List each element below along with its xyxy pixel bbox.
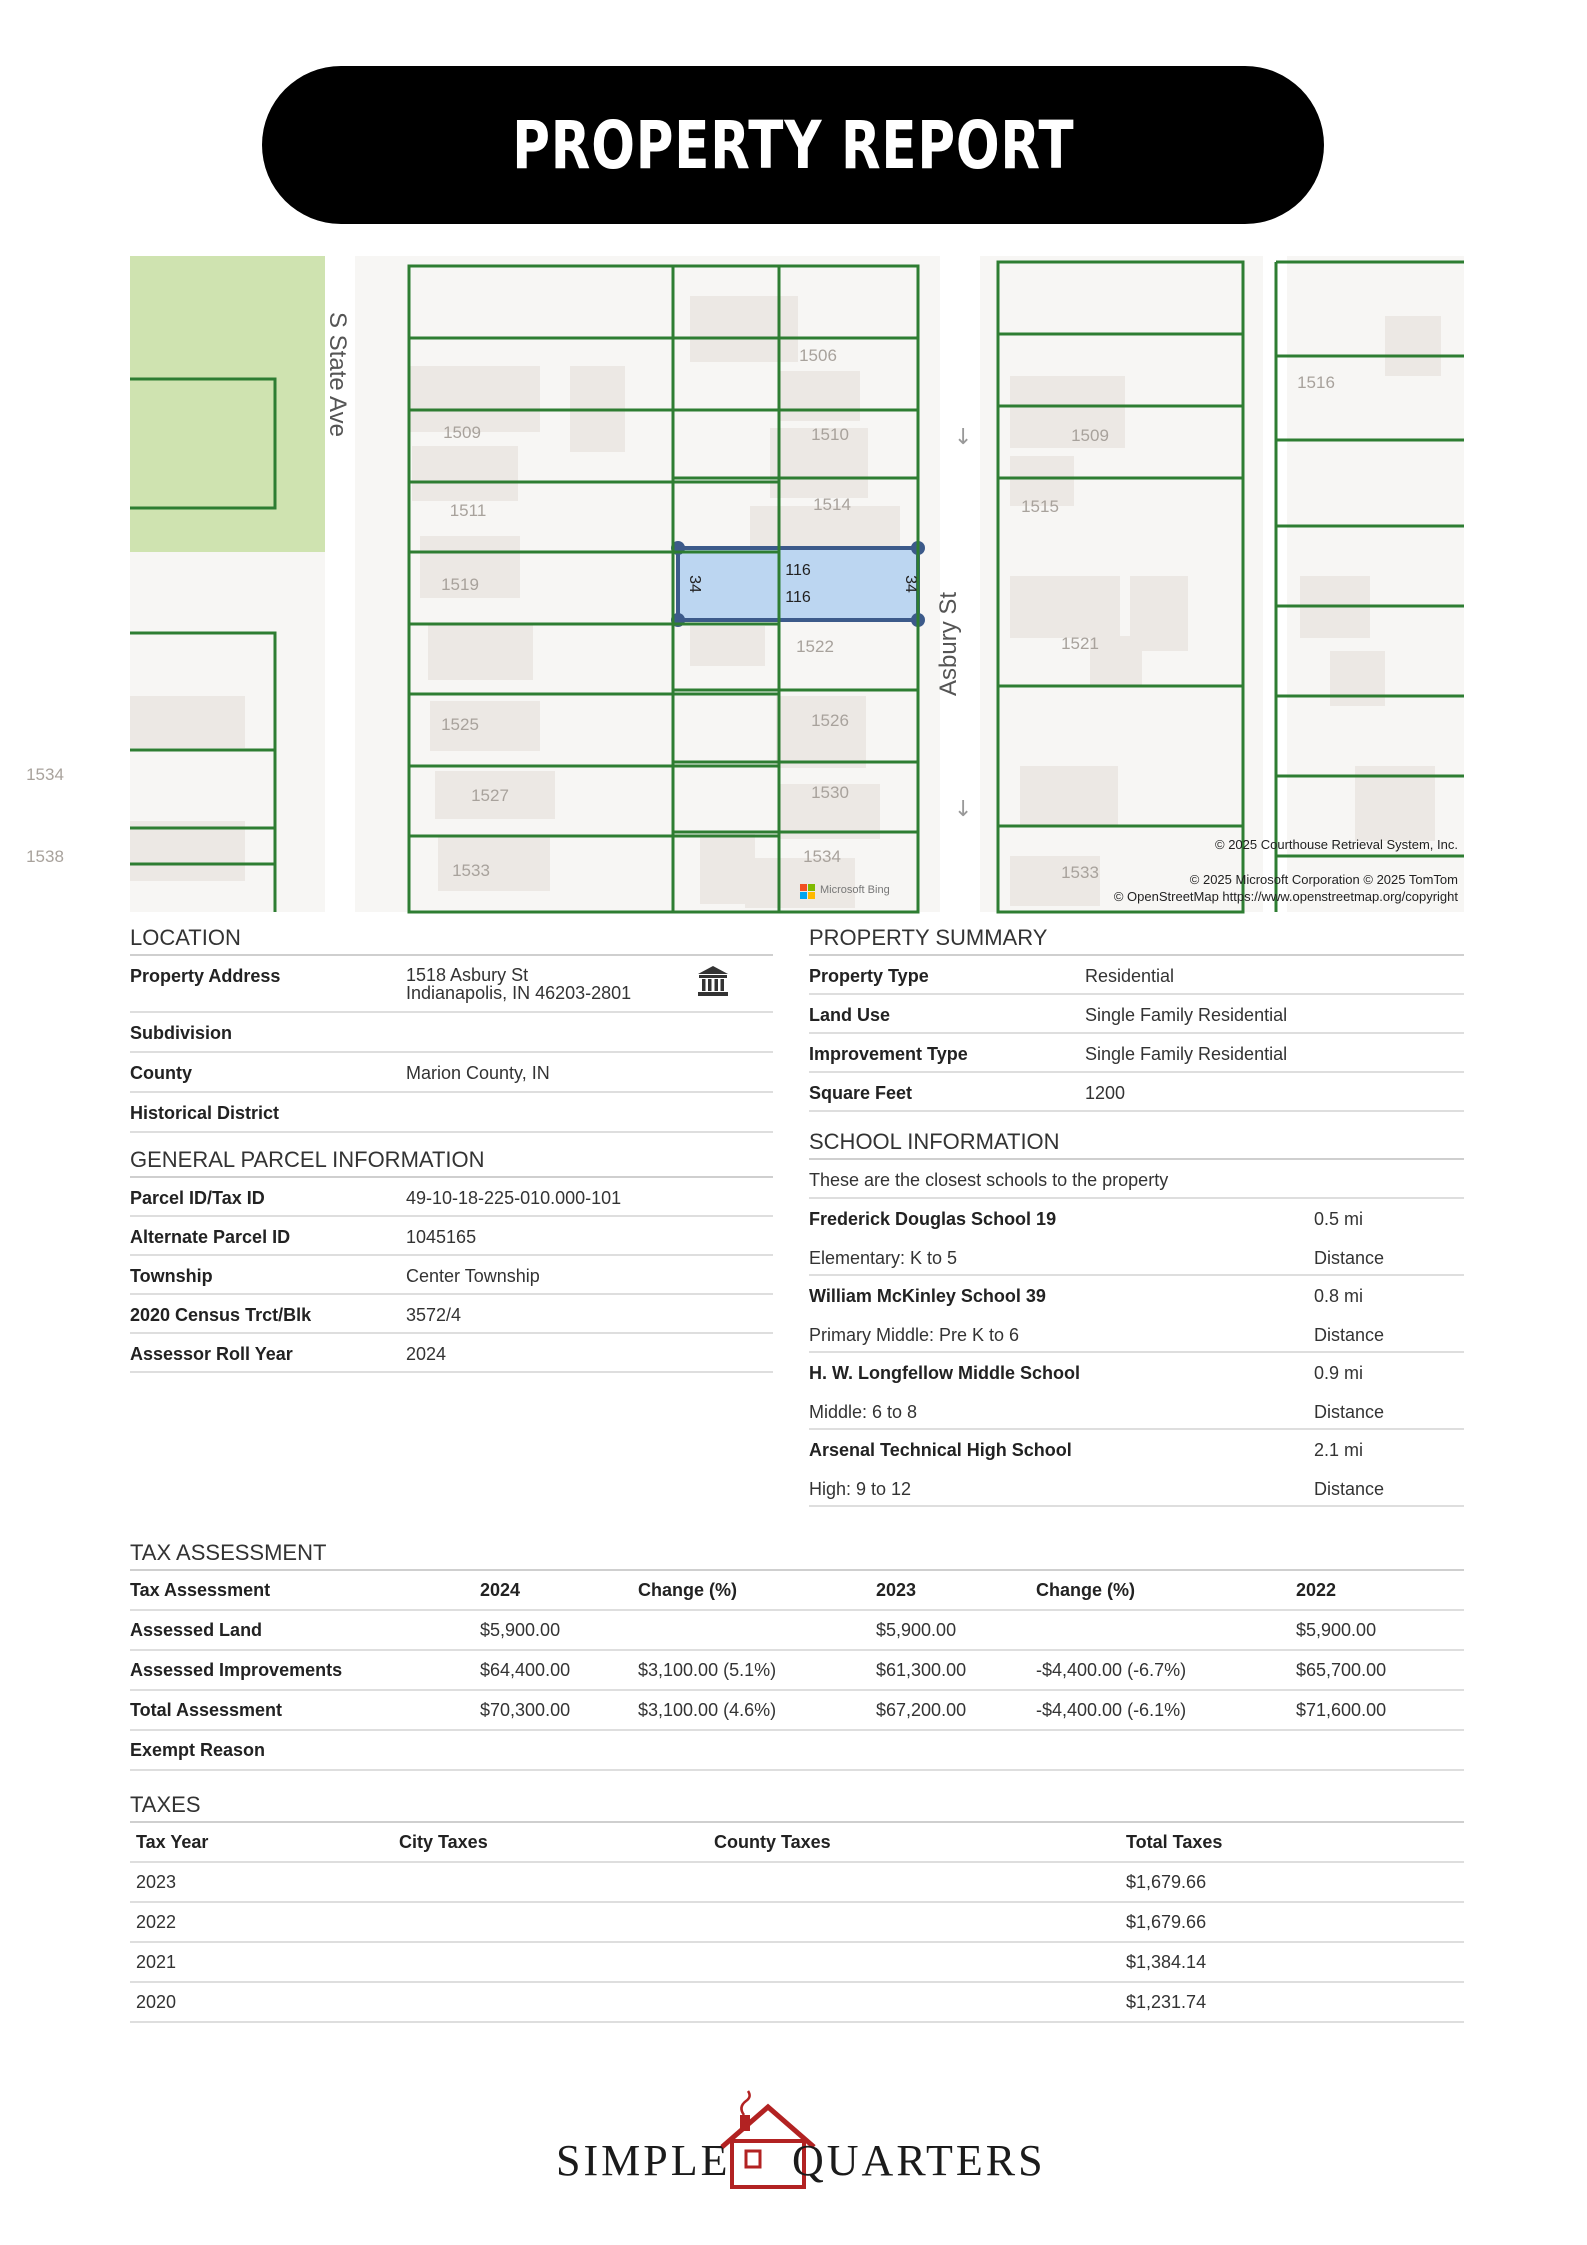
summary-row xyxy=(809,956,1464,995)
parcel-value: 49-10-18-225-010.000-101 xyxy=(406,1188,622,1208)
table-row xyxy=(130,1942,1464,1982)
school-grade: High: 9 to 12 xyxy=(809,1479,912,1499)
lot-number-label: 1521 xyxy=(1061,634,1099,653)
summary-value: Single Family Residential xyxy=(1085,1005,1288,1025)
school-distance-label: Distance xyxy=(1314,1325,1385,1345)
lot-dimension-right: 34 xyxy=(902,575,919,593)
direction-arrow-icon: ↓ xyxy=(954,797,973,822)
table-cell xyxy=(1036,1730,1296,1770)
school-grade: Primary Middle: Pre K to 6 xyxy=(809,1325,1020,1345)
lot-number-label: 1526 xyxy=(811,711,849,730)
table-cell: $5,900.00 xyxy=(1296,1610,1464,1650)
lot-number-label: 1533 xyxy=(452,861,490,880)
location-section xyxy=(130,925,773,1133)
summary-label: Improvement Type xyxy=(809,1044,968,1064)
school-distance-label: Distance xyxy=(1314,1402,1385,1422)
lot-number-label: 1511 xyxy=(449,501,487,520)
parcel-label: Township xyxy=(130,1266,213,1286)
table-row xyxy=(130,1650,1464,1690)
table-cell xyxy=(638,1730,876,1770)
table-cell: $65,700.00 xyxy=(1296,1650,1464,1690)
parcel-value: 3572/4 xyxy=(406,1305,462,1325)
report-banner xyxy=(262,66,1324,224)
school-rows xyxy=(809,1199,1464,1507)
brand-logo xyxy=(556,2085,1046,2195)
table-cell: $1,679.66 xyxy=(1120,1902,1464,1942)
school-grade: Elementary: K to 5 xyxy=(809,1248,958,1268)
school-name-row xyxy=(809,1276,1464,1315)
county-value: Marion County, IN xyxy=(406,1063,550,1083)
courthouse-icon[interactable] xyxy=(696,964,730,998)
school-name: William McKinley School 39 xyxy=(809,1286,1046,1306)
lot-number-label: 1516 xyxy=(1297,373,1335,392)
location-title: LOCATION xyxy=(130,925,773,956)
table-cell: $1,679.66 xyxy=(1120,1862,1464,1902)
lot-dimension-left: 34 xyxy=(686,575,703,593)
summary-label: Land Use xyxy=(809,1005,891,1025)
selected-lot[interactable] xyxy=(678,548,918,620)
location-row xyxy=(130,1053,773,1093)
parcel-rows xyxy=(130,1178,773,1373)
row-label: 2021 xyxy=(130,1942,393,1982)
tax-assessment-title: TAX ASSESSMENT xyxy=(130,1540,1464,1571)
parcel-label: Alternate Parcel ID xyxy=(130,1227,291,1247)
school-name-row xyxy=(809,1353,1464,1392)
parcel-value: Center Township xyxy=(406,1266,540,1286)
table-cell: $67,200.00 xyxy=(876,1690,1036,1730)
parcel-label: 2020 Census Trct/Blk xyxy=(130,1305,312,1325)
column-header: Total Taxes xyxy=(1120,1823,1464,1862)
column-header: Tax Assessment xyxy=(130,1571,480,1610)
address-line-1: 1518 Asbury St xyxy=(406,965,529,985)
lot-number-label: 1525 xyxy=(441,715,479,734)
summary-row xyxy=(809,995,1464,1034)
school-distance: 0.9 mi xyxy=(1314,1363,1364,1383)
table-cell: $3,100.00 (5.1%) xyxy=(638,1650,876,1690)
map-attribution-microsoft: © 2025 Microsoft Corporation © 2025 TomTom xyxy=(1189,872,1458,887)
parcel-row xyxy=(130,1178,773,1217)
school-name-row xyxy=(809,1199,1464,1238)
table-cell xyxy=(480,1730,638,1770)
table-cell xyxy=(708,1902,1120,1942)
parcel-title: GENERAL PARCEL INFORMATION xyxy=(130,1147,773,1178)
column-header: Change (%) xyxy=(638,1571,876,1610)
row-label: 2023 xyxy=(130,1862,393,1902)
school-distance: 2.1 mi xyxy=(1314,1440,1364,1460)
taxes-title: TAXES xyxy=(130,1792,1464,1823)
table-cell: $3,100.00 (4.6%) xyxy=(638,1690,876,1730)
table-cell xyxy=(1036,1610,1296,1650)
subdivision-label: Subdivision xyxy=(130,1023,233,1043)
table-cell: $64,400.00 xyxy=(480,1650,638,1690)
table-row xyxy=(130,1690,1464,1730)
table-cell xyxy=(876,1730,1036,1770)
lot-number-label: 1515 xyxy=(1021,497,1059,516)
summary-value: Single Family Residential xyxy=(1085,1044,1288,1064)
school-grade-row xyxy=(809,1392,1464,1430)
column-header: City Taxes xyxy=(393,1823,708,1862)
summary-label: Square Feet xyxy=(809,1083,913,1103)
lot-dimension-bottom: 116 xyxy=(785,589,811,606)
row-label: Total Assessment xyxy=(130,1690,480,1730)
column-header: 2024 xyxy=(480,1571,638,1610)
row-label: Exempt Reason xyxy=(130,1730,480,1770)
table-row xyxy=(130,1902,1464,1942)
tax-assessment-section xyxy=(130,1540,1464,1771)
table-cell: $1,384.14 xyxy=(1120,1942,1464,1982)
summary-value: 1200 xyxy=(1085,1083,1126,1103)
table-header-row xyxy=(130,1571,1464,1610)
summary-title: PROPERTY SUMMARY xyxy=(809,925,1464,956)
school-name-row xyxy=(809,1430,1464,1469)
parcel-map xyxy=(26,256,1464,912)
lot-number-label: 1522 xyxy=(796,637,834,656)
school-grade-row xyxy=(809,1238,1464,1276)
brand-name-left: SIMPLE xyxy=(556,2136,731,2185)
row-label: Assessed Improvements xyxy=(130,1650,480,1690)
location-row xyxy=(130,1013,773,1053)
school-grade-row xyxy=(809,1315,1464,1353)
historical-district-label: Historical District xyxy=(130,1103,280,1123)
parcel-row xyxy=(130,1334,773,1373)
bing-logo-text: Microsoft Bing xyxy=(820,884,890,896)
row-label: 2020 xyxy=(130,1982,393,2022)
asbury-st-label: Asbury St xyxy=(935,591,962,696)
table-header-row xyxy=(130,1823,1464,1862)
lot-number-label: 1527 xyxy=(471,786,509,805)
school-name: Frederick Douglas School 19 xyxy=(809,1209,1057,1229)
location-row xyxy=(130,1093,773,1133)
lot-number-label: 1509 xyxy=(1071,426,1109,445)
table-cell xyxy=(393,1862,708,1902)
summary-value: Residential xyxy=(1085,966,1175,986)
column-header: 2022 xyxy=(1296,1571,1464,1610)
lot-number-label: 1534 xyxy=(803,847,841,866)
lot-number-label: 1533 xyxy=(1061,863,1099,882)
parcel-value: 1045165 xyxy=(406,1227,477,1247)
property-address-label: Property Address xyxy=(130,966,281,986)
table-cell: $1,231.74 xyxy=(1120,1982,1464,2022)
summary-label: Property Type xyxy=(809,966,929,986)
table-cell xyxy=(708,1942,1120,1982)
lot-number-label: 1510 xyxy=(811,425,849,444)
lot-number-label: 1530 xyxy=(811,783,849,802)
column-header: Change (%) xyxy=(1036,1571,1296,1610)
parcel-label: Parcel ID/Tax ID xyxy=(130,1188,265,1208)
lot-dimension-top: 116 xyxy=(785,562,811,579)
school-section xyxy=(809,1129,1464,1507)
lot-number-label: 1514 xyxy=(813,495,851,514)
parcel-label: Assessor Roll Year xyxy=(130,1344,293,1364)
school-name: Arsenal Technical High School xyxy=(809,1440,1072,1460)
summary-row xyxy=(809,1034,1464,1073)
school-grade: Middle: 6 to 8 xyxy=(809,1402,918,1422)
table-cell: $61,300.00 xyxy=(876,1650,1036,1690)
school-distance: 0.8 mi xyxy=(1314,1286,1364,1306)
state-ave-label: S State Ave xyxy=(324,312,351,437)
parcel-value: 2024 xyxy=(406,1344,447,1364)
county-label: County xyxy=(130,1063,192,1083)
lot-number-label: 1538 xyxy=(26,847,64,866)
parcel-row xyxy=(130,1295,773,1334)
school-grade-row xyxy=(809,1469,1464,1507)
table-cell: $70,300.00 xyxy=(480,1690,638,1730)
address-line-2: Indianapolis, IN 46203-2801 xyxy=(406,983,632,1003)
lot-number-label: 1506 xyxy=(799,346,837,365)
table-cell: $5,900.00 xyxy=(876,1610,1036,1650)
lot-number-label: 1534 xyxy=(26,765,64,784)
table-row xyxy=(130,1982,1464,2022)
taxes-section xyxy=(130,1792,1464,2023)
tax-assessment-table xyxy=(130,1571,1464,1771)
map-attribution-courthouse: © 2025 Courthouse Retrieval System, Inc. xyxy=(1215,837,1458,852)
summary-row xyxy=(809,1073,1464,1112)
table-row xyxy=(130,1610,1464,1650)
school-intro: These are the closest schools to the property xyxy=(809,1170,1169,1190)
column-header: Tax Year xyxy=(130,1823,393,1862)
table-cell xyxy=(393,1982,708,2022)
table-cell: $71,600.00 xyxy=(1296,1690,1464,1730)
school-distance-label: Distance xyxy=(1314,1248,1385,1268)
school-intro-row xyxy=(809,1160,1464,1199)
column-header: County Taxes xyxy=(708,1823,1120,1862)
row-label: Assessed Land xyxy=(130,1610,480,1650)
table-cell xyxy=(393,1942,708,1982)
summary-section xyxy=(809,925,1464,1112)
lot-number-label: 1509 xyxy=(443,423,481,442)
row-label: 2022 xyxy=(130,1902,393,1942)
lot-number-label: 1519 xyxy=(441,575,479,594)
school-distance: 0.5 mi xyxy=(1314,1209,1364,1229)
taxes-table xyxy=(130,1823,1464,2023)
school-title: SCHOOL INFORMATION xyxy=(809,1129,1464,1160)
school-distance-label: Distance xyxy=(1314,1479,1385,1499)
table-cell: -$4,400.00 (-6.1%) xyxy=(1036,1690,1296,1730)
school-name: H. W. Longfellow Middle School xyxy=(809,1363,1080,1383)
table-cell xyxy=(1296,1730,1464,1770)
summary-rows xyxy=(809,956,1464,1112)
parcel-section xyxy=(130,1147,773,1373)
table-cell xyxy=(393,1902,708,1942)
location-row xyxy=(130,956,773,1013)
brand-name-right: QUARTERS xyxy=(792,2136,1046,2185)
map-attribution-osm: © OpenStreetMap https://www.openstreetmap.org/copyright xyxy=(1113,889,1458,904)
parcel-row xyxy=(130,1217,773,1256)
report-title: PROPERTY REPORT xyxy=(511,106,1075,184)
table-row xyxy=(130,1862,1464,1902)
parcel-row xyxy=(130,1256,773,1295)
property-address-value xyxy=(406,966,631,1002)
table-cell xyxy=(638,1610,876,1650)
table-cell xyxy=(708,1982,1120,2022)
direction-arrow-icon: ↓ xyxy=(954,425,973,450)
table-cell: -$4,400.00 (-6.7%) xyxy=(1036,1650,1296,1690)
table-cell: $5,900.00 xyxy=(480,1610,638,1650)
column-header: 2023 xyxy=(876,1571,1036,1610)
table-row xyxy=(130,1730,1464,1770)
table-cell xyxy=(708,1862,1120,1902)
